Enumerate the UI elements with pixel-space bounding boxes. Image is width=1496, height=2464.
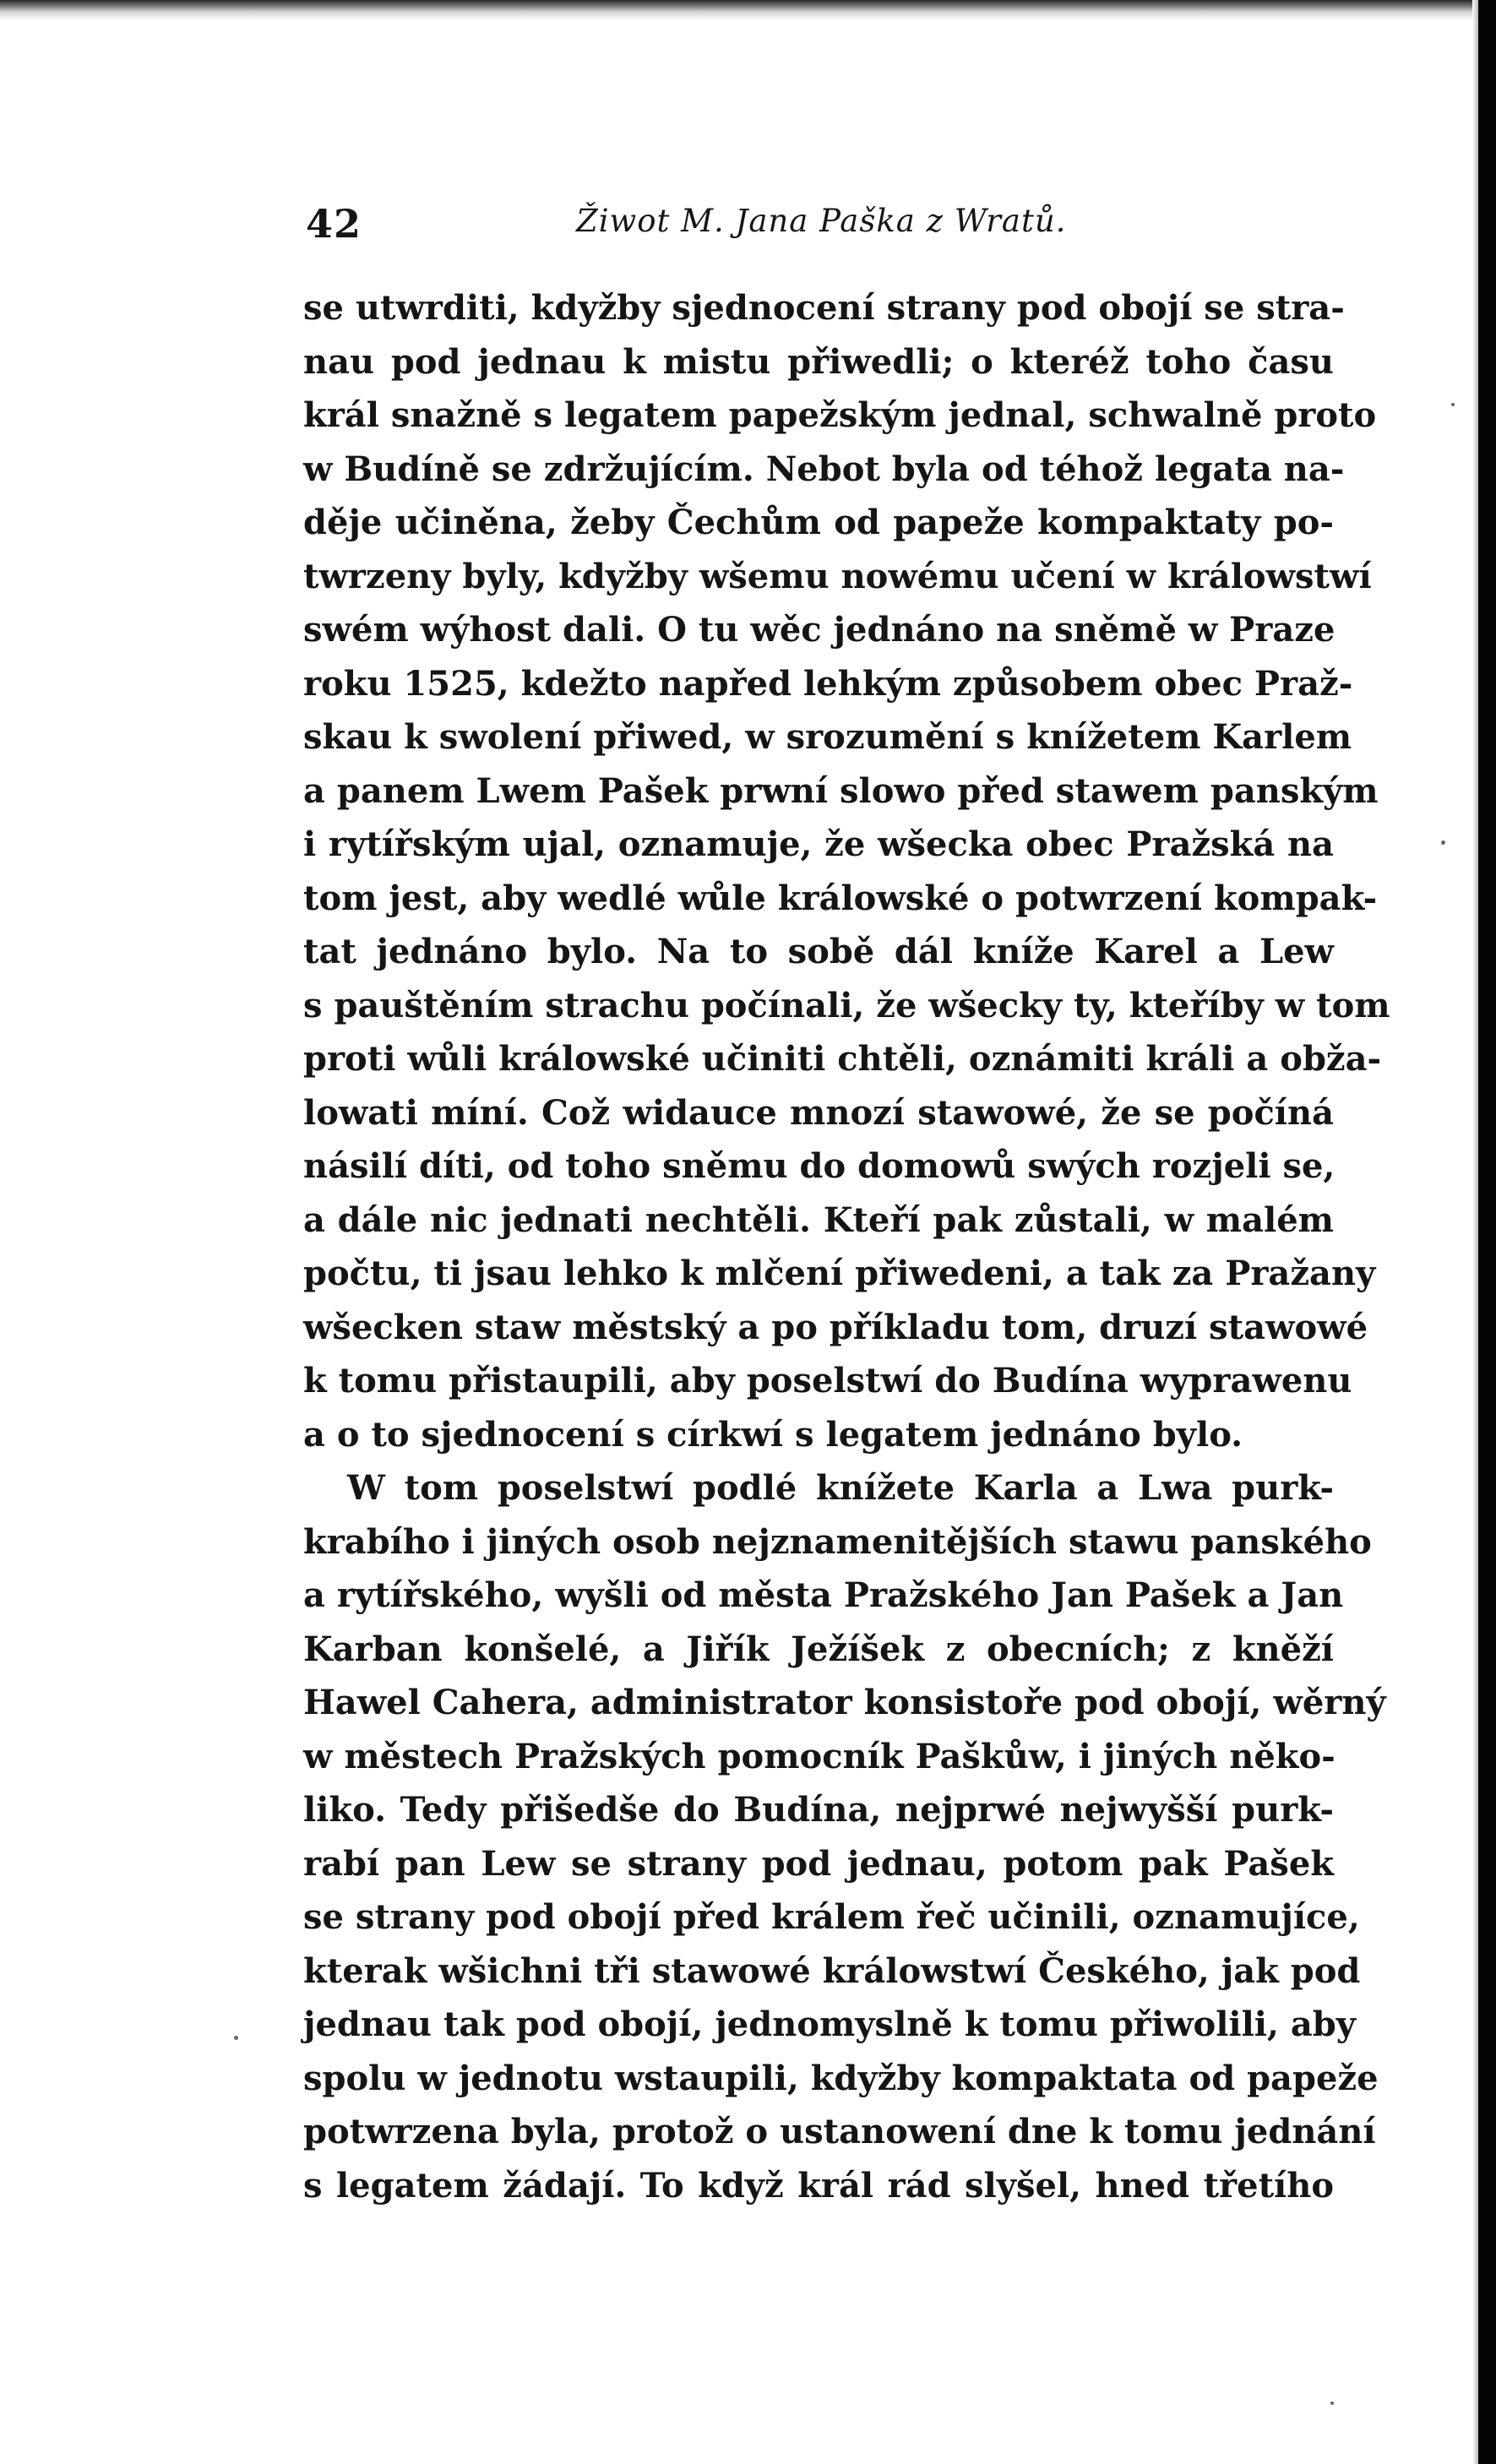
text-line: násilí díti, od toho sněmu do domowů swých rozjeli se, (303, 1146, 1336, 1186)
text-line: liko. Tedy přišedše do Budína, nejprwé nejwyšší purk- (303, 1790, 1334, 1830)
text-line: nau pod jednau k mistu přiwedli; o kteréž toho času (303, 341, 1334, 382)
text-line: twrzeny byly, kdyžby wšemu nowému učení w králowstwí (303, 556, 1372, 596)
text-line: W tom poselstwí podlé knížete Karla a Lwa purk- (347, 1468, 1334, 1508)
text-line: a o to sjednocení s církwí s legatem jednáno bylo. (303, 1414, 1243, 1455)
text-line: se strany pod obojí před králem řeč učinili, oznamujíce, (303, 1897, 1360, 1937)
scan-speck (234, 2036, 238, 2040)
text-line: s legatem žádají. To když král rád slyšel, hned třetího (303, 2165, 1334, 2206)
scan-top-shadow (0, 0, 1496, 20)
running-title: Žiwot M. Jana Paška z Wratů. (576, 203, 1067, 239)
text-line: lowati míní. Což widauce mnozí stawowé, že se počíná (303, 1092, 1334, 1133)
body-text (303, 281, 1390, 2212)
text-line: král snažně s legatem papežským jednal, schwalně proto (303, 395, 1377, 435)
text-line: proti wůli králowské učiniti chtěli, oznámiti králi a obža- (303, 1039, 1382, 1079)
text-line: a rytířského, wyšli od města Pražského Jan Pašek a Jan (303, 1575, 1344, 1615)
text-line: krabího i jiných osob nejznamenitějších stawu panského (303, 1521, 1372, 1562)
text-line: Hawel Cahera, administrator konsistoře pod obojí, wěrný (303, 1683, 1386, 1722)
text-line: skau k swolení přiwed, w srozumění s knížetem Karlem (303, 717, 1352, 757)
text-line: potwrzena byla, protož o ustanowení dne k tomu jednání (303, 2112, 1376, 2151)
scan-speck (1330, 2401, 1334, 2405)
text-line: tat jednáno bylo. Na to sobě dál kníže Karel a Lew (303, 932, 1334, 971)
scan-speck (1451, 403, 1455, 406)
text-line: spolu w jednotu wstaupili, kdyžby kompaktata od papeže (303, 2058, 1379, 2098)
text-line: a panem Lwem Pašek prwní slowo před stawem panským (303, 770, 1379, 811)
text-line: a dále nic jednati nechtěli. Kteří pak zůstali, w malém (303, 1199, 1334, 1240)
text-line: jednau tak pod obojí, jednomyslně k tomu přiwolili, aby (303, 2004, 1356, 2044)
scan-speck (1441, 840, 1445, 845)
text-line: s pauštěním strachu počínali, že wšecky ty, kteříby w tom (303, 985, 1390, 1025)
text-line: k tomu přistaupili, aby poselstwí do Budína wyprawenu (303, 1361, 1352, 1401)
page-number: 42 (306, 201, 362, 247)
text-line: roku 1525, kdežto napřed lehkým způsobem obec Praž- (303, 663, 1353, 704)
text-line: w Budíně se zdržujícím. Nebot byla od téhož legata na- (303, 449, 1345, 489)
text-line: i rytířským ujal, oznamuje, že wšecka obec Pražská na (303, 824, 1334, 864)
scan-right-edge (1472, 0, 1478, 2464)
text-line: počtu, ti jsau lehko k mlčení přiwedeni, a tak za Pražany (303, 1254, 1376, 1293)
text-line: swém wýhost dali. O tu wěc jednáno na sněmě w Praze (303, 610, 1336, 650)
scan-right-border (1478, 0, 1496, 2464)
text-line: se utwrditi, kdyžby sjednocení strany pod obojí se stra- (303, 288, 1345, 328)
text-line: wšecken staw městský a po příkladu tom, druzí stawowé (303, 1307, 1368, 1347)
text-line: kterak wšichni tři stawowé králowstwí Českého, jak pod (303, 1950, 1361, 1991)
text-line: tom jest, aby wedlé wůle králowské o potwrzení kompak- (303, 878, 1378, 918)
text-line: rabí pan Lew se strany pod jednau, potom pak Pašek (303, 1843, 1334, 1884)
running-head (306, 194, 1353, 262)
text-line: děje učiněna, žeby Čechům od papeže kompaktaty po- (303, 503, 1334, 542)
text-line: Karban konšelé, a Jiřík Ježíšek z obecních; z kněží (303, 1629, 1334, 1669)
text-line: w městech Pražských pomocník Paškůw, i jiných něko- (303, 1736, 1336, 1776)
